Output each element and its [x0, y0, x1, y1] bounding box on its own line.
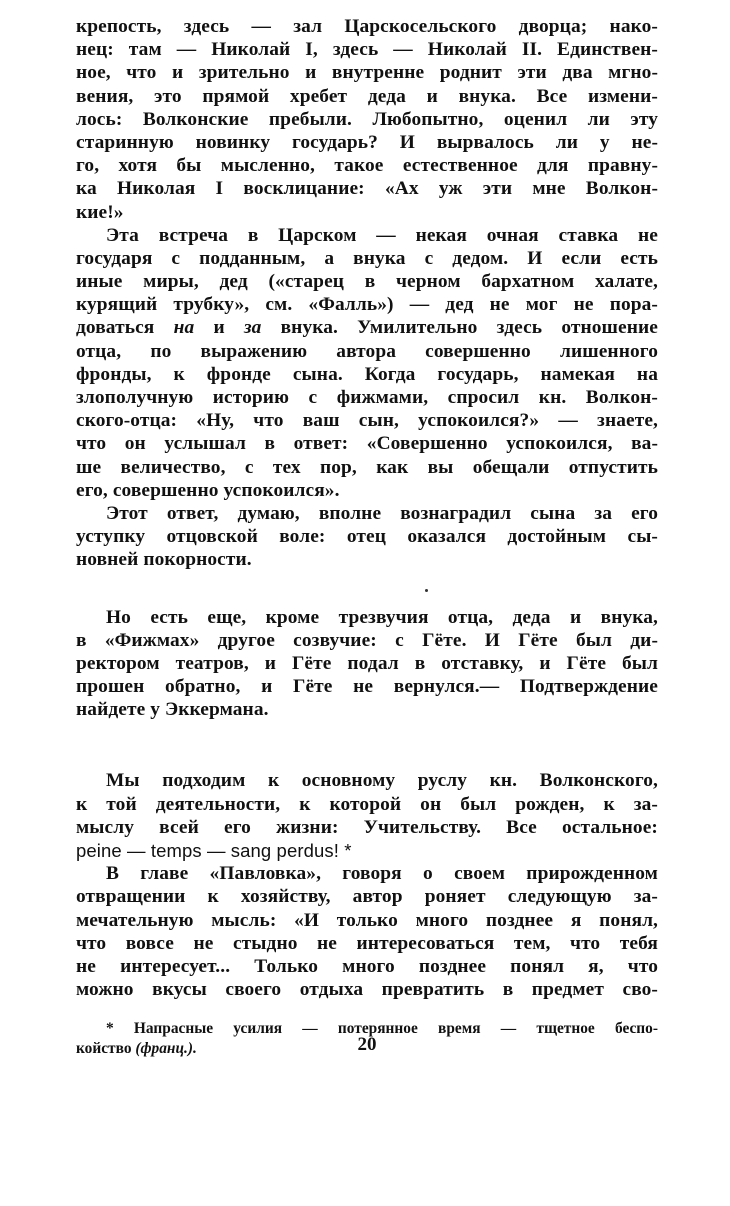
paragraph-5 [76, 769, 658, 862]
text-line: Эта встреча в Царском — некая очная ставка не [106, 224, 658, 246]
section-separator [76, 572, 658, 606]
text-line: лось: Волконские пребыли. Любопытно, оценил ли эту [76, 108, 658, 130]
text-line: злополучную историю с фижмами, спросил кн. Волкон- [76, 387, 658, 408]
text-line: Но есть еще, кроме трезвучия отца, деда и внука, [106, 606, 658, 628]
page-number: 20 [357, 1034, 377, 1055]
text-segment: и [213, 317, 225, 339]
text-segment: внука. Умилительно здесь отношение [280, 317, 658, 339]
italic-word: на [173, 317, 195, 339]
paragraph-2 [76, 224, 658, 502]
text-line: государя с подданным, а внука с дедом. И если есть [76, 247, 658, 269]
text-line: фронды, к фронде сына. Когда государь, намекая на [76, 363, 658, 385]
text-line: иные миры, дед («старец в черном бархатном халате, [76, 271, 658, 293]
text-line: найдете у Эккермана. [76, 699, 269, 721]
text-line: крепость, здесь — зал Царскосельского дворца; нако- [76, 16, 658, 37]
text-line-french: peine — temps — sang perdus! * [76, 840, 352, 861]
text-line: В главе «Павловка», говоря о своем прирожденном [106, 863, 658, 885]
paragraph-1 [76, 15, 658, 224]
text-line: ное, что и зрительно и внутренне роднит эти два мгно- [76, 62, 658, 84]
text-segment: доваться [76, 317, 155, 339]
paragraph-6 [76, 862, 658, 1001]
text-line: отвращении к хозяйству, автор роняет следующую за- [76, 886, 658, 908]
text-line: Этот ответ, думаю, вполне вознаградил сына за его [106, 502, 658, 524]
footnote-line: * Напрасные усилия — потерянное время — тщетное беспо- [106, 1020, 658, 1038]
text-line: кие!» [76, 201, 124, 223]
paragraph-4 [76, 606, 658, 722]
text-line: его, совершенно успокоился». [76, 479, 340, 501]
text-line: ка Николая I восклицание: «Ах уж эти мне Волкон- [76, 178, 658, 200]
paragraph-3 [76, 502, 658, 572]
text-line: не интересует... Только много позднее понял я, что [76, 955, 658, 977]
text-line: уступку отцовской воле: отец оказался достойным сы- [76, 526, 658, 548]
separator-dot [425, 589, 428, 592]
text-line: старинную новинку государь? И вырвалось ли у не- [76, 131, 658, 153]
text-line: новней покорности. [76, 549, 252, 571]
text-line: что вовсе не стыдно не интересоваться тем, что тебя [76, 932, 658, 954]
text-line: к той деятельности, к которой он был рожден, к за- [76, 793, 658, 815]
footnote-language-note: (франц.). [135, 1040, 197, 1058]
text-line: мечательную мысль: «И только много позднее я понял, [76, 909, 658, 931]
text-line: ше величество, с тех пор, как вы обещали отпустить [76, 456, 658, 478]
text-line: ректором театров, и Гёте подал в отставку, и Гёте был [76, 652, 658, 674]
text-line: в «Фижмах» другое созвучие: с Гёте. И Гёте был ди- [76, 629, 658, 651]
text-line: нец: там — Николай I, здесь — Николай II. Единствен- [76, 39, 658, 61]
text-line: Мы подходим к основному руслу кн. Волконского, [106, 770, 658, 792]
book-page [76, 0, 658, 1059]
text-line: ского-отца: «Ну, что ваш сын, успокоился?» — знаете, [76, 410, 658, 432]
text-line: мыслу всей его жизни: Учительству. Все остальное: [76, 816, 658, 838]
text-line: отца, по выражению автора совершенно лишенного [76, 340, 658, 362]
footnote-text: койство [76, 1040, 132, 1058]
text-line: курящий трубку», см. «Фалль») — дед не мог не пора- [76, 294, 658, 316]
text-line: можно вкусы своего отдыха превратить в предмет сво- [76, 979, 658, 1001]
text-line-mixed [76, 316, 658, 339]
text-line: вения, это прямой хребет деда и внука. Все измени- [76, 85, 658, 107]
text-line: что он услышал в ответ: «Совершенно успокоился, ва- [76, 433, 658, 455]
italic-word: за [243, 317, 262, 339]
text-line: прошен обратно, и Гёте не вернулся.— Подтверждение [76, 676, 658, 698]
text-line: го, хотя бы мысленно, такое естественное для правну- [76, 155, 658, 177]
section-gap [76, 721, 658, 769]
